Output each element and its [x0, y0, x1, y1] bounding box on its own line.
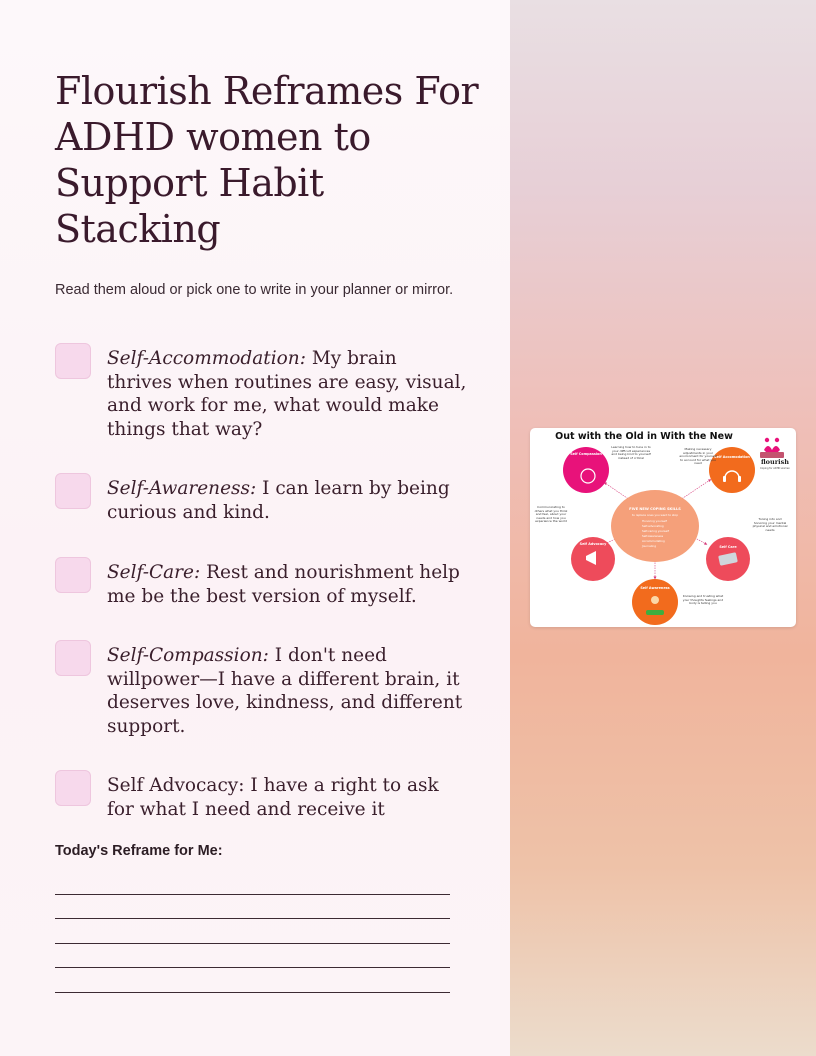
reframe-text	[107, 644, 467, 738]
reframe-body: Rest and nourishment help me be the best version of myself.	[107, 562, 460, 607]
node-self-compassion	[563, 447, 609, 493]
center-list-item: Self-advocating	[642, 524, 664, 528]
reframe-term: Self-Care:	[107, 562, 201, 583]
node-self-care	[706, 537, 750, 581]
center-list-item: Honoring yourself	[642, 519, 667, 523]
reframe-text	[107, 477, 467, 524]
node-self-awareness	[632, 579, 678, 625]
checkbox[interactable]	[55, 343, 91, 379]
intro-text: Read them aloud or pick one to write in your planner or mirror.	[55, 282, 454, 298]
center-list-item: Self-Awareness	[642, 534, 664, 538]
node-label: Self Awareness	[640, 586, 670, 590]
writing-line[interactable]	[55, 870, 450, 895]
node-label: Self Accomodation	[714, 455, 750, 459]
node-label: Self Advocacy	[579, 542, 607, 546]
writing-line[interactable]	[55, 944, 450, 969]
center-subtitle: to replace ones you want to stop	[632, 513, 678, 517]
checkbox[interactable]	[55, 770, 91, 806]
center-list-item: Accommodating	[642, 539, 665, 543]
writing-line[interactable]	[55, 919, 450, 944]
center-title: FIVE NEW COPING SKILLS	[629, 507, 681, 511]
writing-lines[interactable]	[55, 870, 450, 993]
reframe-term: Self-Accommodation:	[107, 348, 306, 369]
reframe-term: Self-Compassion:	[107, 645, 269, 666]
reframe-term: Self-Awareness:	[107, 478, 257, 499]
meditation-icon	[651, 596, 659, 604]
reframe-body: My brain thrives when routines are easy, visual, and work for me, what would make things that way?	[107, 348, 467, 440]
reframe-body: I can learn by being curious and kind.	[107, 478, 450, 523]
desc-self-advocacy: Communicating to others what you think and feel, about your needs and how you experience the world	[534, 506, 568, 524]
checkbox[interactable]	[55, 640, 91, 676]
center-list-item: Self-caring yourself	[642, 529, 669, 533]
brand-subtitle: Coping for ADHD women	[760, 467, 790, 470]
center-list-item: Journaling	[642, 544, 656, 548]
desc-self-compassion: Learning how to tune in to your difficult experiences and being kind to yourself instead of critical	[611, 446, 651, 460]
reframe-text	[107, 774, 467, 821]
infographic-title: Out with the Old in With the New	[555, 431, 733, 442]
writing-line[interactable]	[55, 968, 450, 993]
reframe-text	[107, 561, 467, 608]
brand-name: flourish	[760, 458, 790, 466]
page-title: Flourish Reframes For ADHD women to Support Habit Stacking	[55, 69, 479, 251]
writing-line[interactable]	[55, 895, 450, 920]
desc-self-care: Tuning into and honoring your mental physical and emotional needs	[752, 518, 788, 532]
reframe-body: Self Advocacy: I have a right to ask for what I need and receive it	[107, 775, 439, 820]
today-reframe-label: Today's Reframe for Me:	[55, 843, 223, 859]
reframe-body: I don't need willpower—I have a different brain, it deserves love, kindness, and different support.	[107, 645, 463, 737]
infographic-svg	[530, 428, 796, 627]
coping-skills-infographic	[530, 428, 796, 627]
desc-self-awareness: Knowing and trusting what your thoughts feelings and body is telling you	[682, 595, 724, 606]
checkbox[interactable]	[55, 557, 91, 593]
checkbox[interactable]	[55, 473, 91, 509]
reframe-text	[107, 347, 467, 441]
flourish-logo	[760, 438, 784, 458]
node-self-advocacy	[571, 537, 615, 581]
node-label: Self Compassion	[570, 452, 602, 456]
desc-self-accommodation: Making necessary adjustments in your environment for yourself to account for what you need	[679, 448, 717, 466]
node-label: Self Care	[719, 545, 737, 549]
